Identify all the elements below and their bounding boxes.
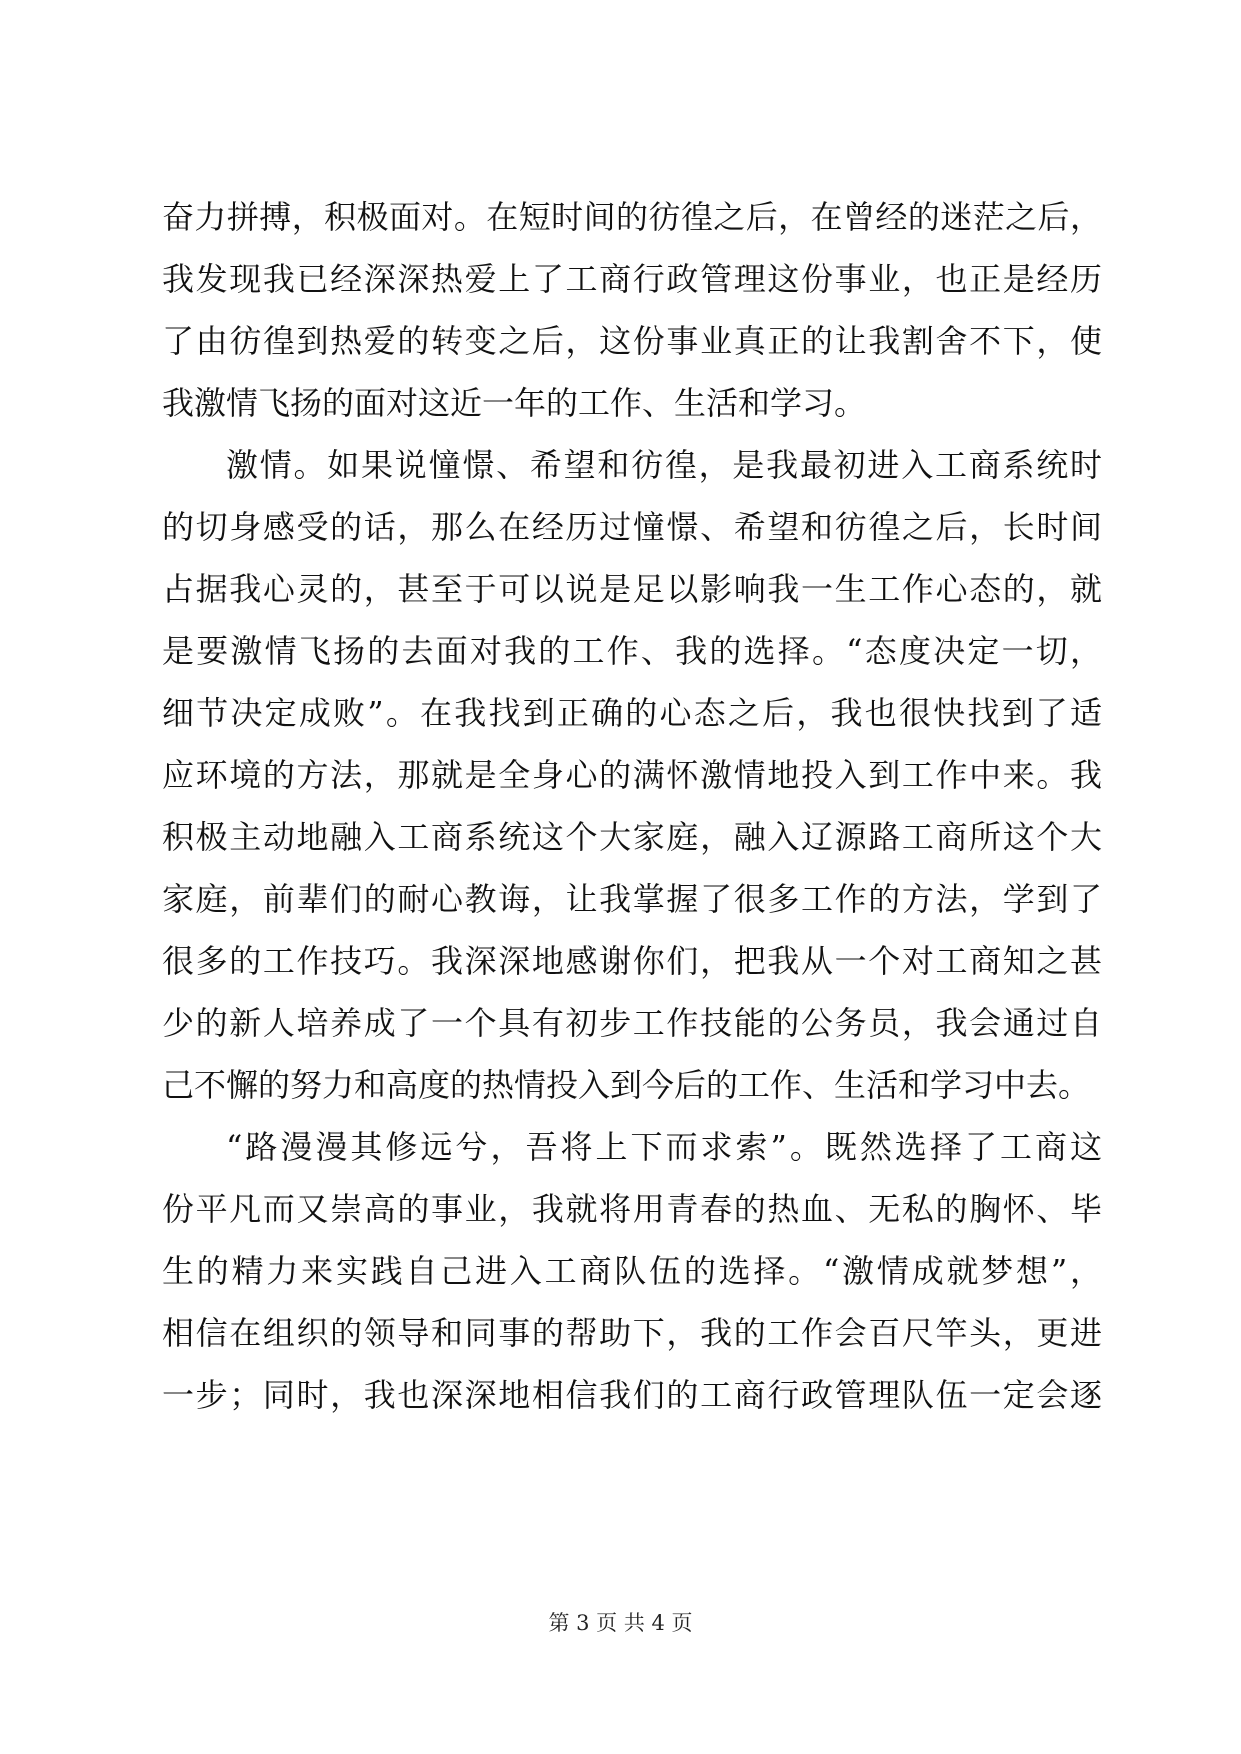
body-text-line: 应环境的方法，那就是全身心的满怀激情地投入到工作中来。我 — [162, 756, 1102, 794]
paragraph-first-line: 激情。如果说憧憬、希望和彷徨，是我最初进入工商系统时 — [226, 446, 1102, 484]
body-text-line: 生的精力来实践自己进入工商队伍的选择。“激情成就梦想”， — [162, 1252, 1102, 1290]
body-text-line: 很多的工作技巧。我深深地感谢你们，把我从一个对工商知之甚 — [162, 942, 1102, 980]
body-text-line: 少的新人培养成了一个具有初步工作技能的公务员，我会通过自 — [162, 1004, 1102, 1042]
body-text-line: 的切身感受的话，那么在经历过憧憬、希望和彷徨之后，长时间 — [162, 508, 1102, 546]
page-number-footer: 第 3 页 共 4 页 — [548, 1611, 693, 1635]
body-text-line: 相信在组织的领导和同事的帮助下，我的工作会百尺竿头，更进 — [162, 1314, 1102, 1352]
body-text-line: 积极主动地融入工商系统这个大家庭，融入辽源路工商所这个大 — [162, 818, 1102, 856]
body-text-line: 家庭，前辈们的耐心教诲，让我掌握了很多工作的方法，学到了 — [162, 880, 1102, 918]
body-text-line: 己不懈的努力和高度的热情投入到今后的工作、生活和学习中去。 — [162, 1066, 1091, 1104]
body-text-line: 是要激情飞扬的去面对我的工作、我的选择。“态度决定一切， — [162, 632, 1102, 670]
body-text-line: 我发现我已经深深热爱上了工商行政管理这份事业，也正是经历 — [162, 260, 1102, 298]
body-text-line: 一步；同时，我也深深地相信我们的工商行政管理队伍一定会逐 — [162, 1376, 1102, 1414]
body-text-line: 占据我心灵的，甚至于可以说是足以影响我一生工作心态的，就 — [162, 570, 1102, 608]
paragraph-first-line: “路漫漫其修远兮，吾将上下而求索”。既然选择了工商这 — [226, 1128, 1102, 1166]
body-text-line: 了由彷徨到热爱的转变之后，这份事业真正的让我割舍不下，使 — [162, 322, 1102, 360]
body-text-line: 我激情飞扬的面对这近一年的工作、生活和学习。 — [162, 384, 867, 422]
body-text-line: 细节决定成败”。在我找到正确的心态之后，我也很快找到了适 — [162, 694, 1102, 732]
body-text-line: 奋力拼搏，积极面对。在短时间的彷徨之后，在曾经的迷茫之后， — [162, 198, 1102, 236]
body-text-line: 份平凡而又崇高的事业，我就将用青春的热血、无私的胸怀、毕 — [162, 1190, 1102, 1228]
